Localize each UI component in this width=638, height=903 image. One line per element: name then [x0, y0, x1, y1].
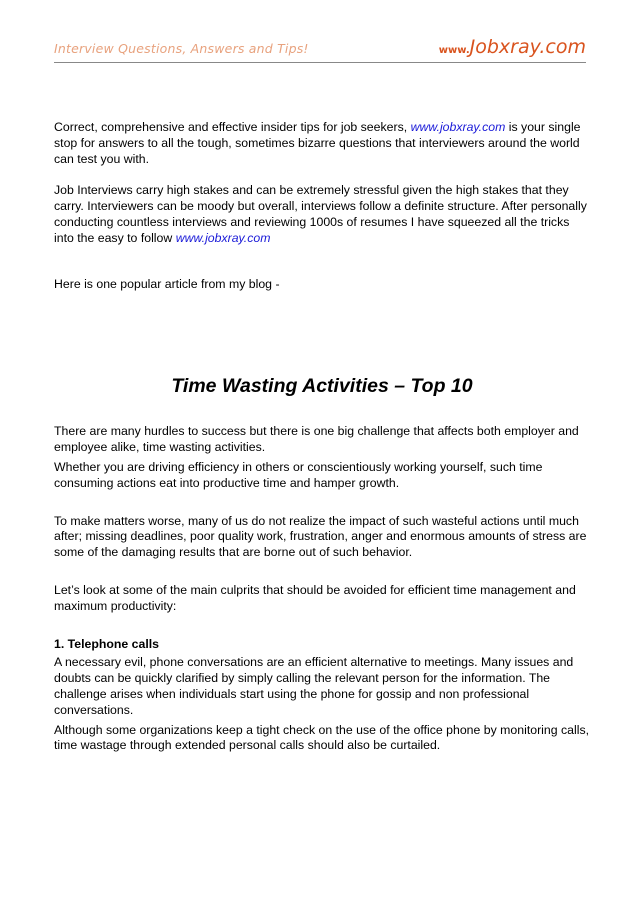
section-1-paragraph-1: A necessary evil, phone conversations are an efficient alternative to meetings. Many issues and doubts can be quickly clarified by simply calling the relevant person for the information. The challenge arises when individuals start using the phone for gossip and non professional conversations. — [54, 655, 574, 717]
header-brand-name: Jobxray.com — [469, 36, 586, 58]
article-title: Time Wasting Activities – Top 10 — [171, 375, 473, 398]
intro-paragraph-1 — [54, 120, 590, 167]
intro-p2-text: Job Interviews carry high stakes and can be extremely stressful given the high stakes that they carry. Interviewers can be moody but overall, interviews follow a definite structure. After personally conducting countless interviews and reviewing 1000s of resumes I have squeezed all the tricks into the easy to follow — [54, 183, 587, 245]
document-body — [54, 120, 590, 754]
article-paragraph-1: There are many hurdles to success but there is one big challenge that affects both employer and employee alike, time wasting activities. — [54, 424, 579, 455]
intro-p1-text-start: Correct, comprehensive and effective insider tips for job seekers, — [54, 120, 411, 134]
intro-paragraph-2 — [54, 183, 590, 246]
article-paragraph-2: Whether you are driving efficiency in others or conscientiously working yourself, such time consuming actions eat into productive time and hamper growth. — [54, 459, 543, 490]
article-paragraph-4: Let’s look at some of the main culprits that should be avoided for efficient time management and maximum productivity: — [54, 582, 576, 613]
section-1-heading: 1. Telephone calls — [54, 636, 160, 651]
header-www-prefix: www. — [438, 45, 470, 56]
section-1-paragraph-2: Although some organizations keep a tight check on the use of the office phone by monitoring calls, time wastage through extended personal calls should also be curtailed. — [54, 722, 590, 753]
header-tagline: Interview Questions, Answers and Tips! — [54, 41, 309, 56]
intro-p1-link[interactable]: www.jobxray.com — [410, 120, 506, 134]
intro-paragraph-3: Here is one popular article from my blog - — [54, 276, 280, 291]
page-header — [54, 36, 586, 63]
intro-p1-text-end: is your single stop for answers to all the tough, sometimes bizarre questions that interviewers around the world can test you with. — [54, 120, 581, 166]
intro-p2-link[interactable]: www.jobxray.com — [175, 230, 271, 245]
header-brand — [439, 36, 586, 58]
article-paragraph-3: To make matters worse, many of us do not realize the impact of such wasteful actions until much after; missing deadlines, poor quality work, frustration, anger and enormous amounts of stress are some of the damaging results that are borne out of such behavior. — [54, 513, 587, 560]
